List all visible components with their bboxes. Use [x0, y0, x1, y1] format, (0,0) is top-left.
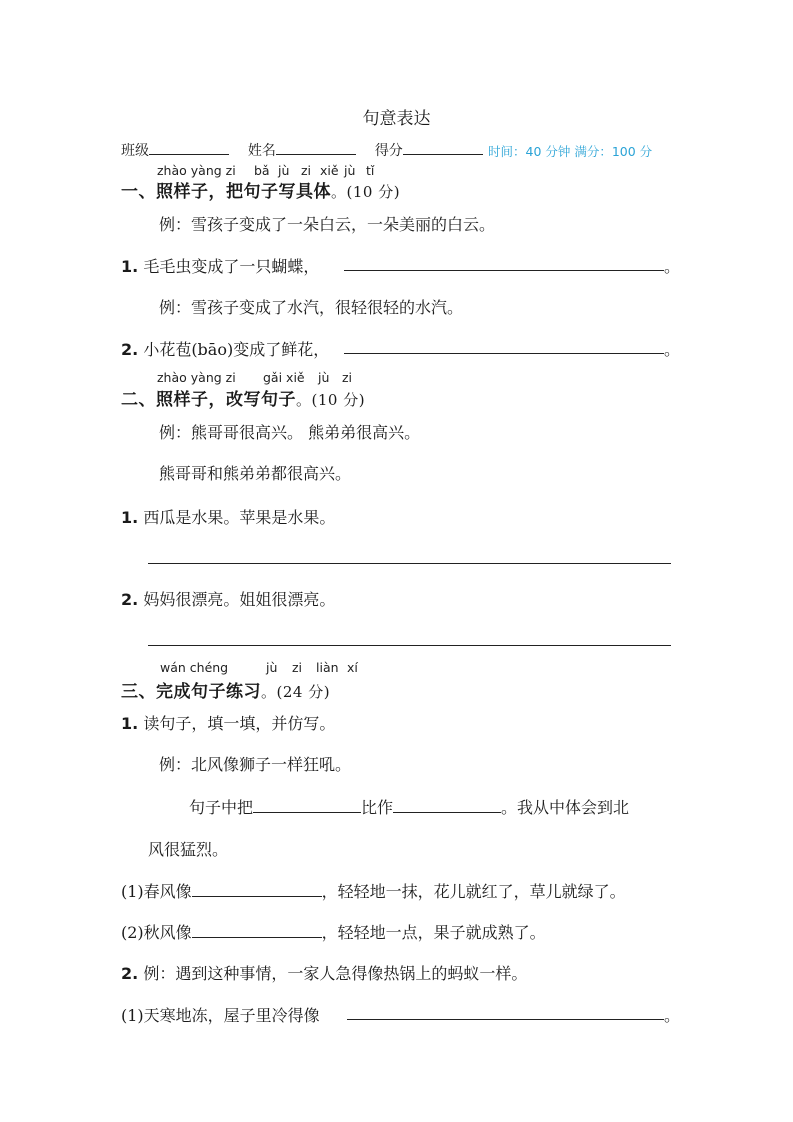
section3-points: 。(24 分): [261, 683, 331, 701]
section1-example2: 例：雪孩子变成了水汽，很轻很轻的水汽。: [159, 298, 464, 317]
fill-blank-2[interactable]: [393, 796, 501, 813]
section2-points: 。(10 分): [296, 391, 366, 409]
name-label: 姓名: [247, 143, 276, 159]
sub1-text-a: (1)春风像: [121, 882, 192, 901]
section3-q1-example: 例：北风像狮子一样狂吼。: [159, 755, 352, 774]
section1-heading: [121, 177, 400, 202]
section3-q2-sub1-blank[interactable]: [347, 1003, 664, 1020]
section3-q1-fill: [189, 795, 629, 818]
fill-blank-1[interactable]: [253, 796, 361, 813]
section2-pinyin-gaixie: gǎi xiě: [263, 370, 305, 385]
section2-q1-answer-line[interactable]: [148, 563, 671, 564]
section2-q2: [121, 587, 335, 610]
class-label: 班级: [121, 143, 149, 159]
section1-q2-number: 2.: [121, 340, 139, 359]
class-blank[interactable]: [149, 140, 229, 155]
section3-q1-sub1: [121, 879, 626, 902]
sub2-text-b: ，轻轻地一点，果子就成熟了。: [321, 923, 546, 942]
section1-q2-answer-line[interactable]: [344, 337, 664, 354]
section3-pinyin-zi: zi: [292, 660, 303, 675]
page-title: 句意表达: [362, 109, 431, 129]
fill-text-c: 。我从中体会到北: [501, 798, 630, 817]
fill-text-a: 句子中把: [189, 798, 254, 817]
section2-q2-answer-line[interactable]: [148, 645, 671, 646]
score-blank[interactable]: [403, 140, 483, 155]
section2-q2-text: 妈妈很漂亮。姐姐很漂亮。: [143, 590, 336, 609]
section2-title: 二、照样子，改写句子: [121, 390, 296, 410]
sub2-text-a: (2)秋风像: [121, 923, 192, 942]
section3-q2: [121, 961, 527, 984]
name-blank[interactable]: [276, 140, 356, 155]
section3-pinyin-lian: liàn: [316, 660, 339, 675]
section1-pinyin-ju2: jù: [344, 163, 356, 178]
section3-q2-sub1-end: 。: [664, 1006, 681, 1025]
section2-pinyin-zhaoyangzi: zhào yàng zi: [157, 370, 236, 385]
section3-q1-text: 读句子，填一填，并仿写。: [143, 714, 336, 733]
header-info-row: [121, 140, 483, 160]
section3-pinyin-xi: xí: [347, 660, 358, 675]
section1-pinyin-ba: bǎ: [254, 163, 270, 178]
section1-pinyin-ju: jù: [278, 163, 290, 178]
section3-heading: [121, 677, 330, 702]
section1-q1-end: 。: [664, 257, 681, 276]
section2-q2-number: 2.: [121, 590, 139, 609]
fill-text-b: 比作: [361, 798, 394, 817]
section1-q2-text: 小花苞(bāo)变成了鲜花，: [143, 340, 330, 359]
section1-q1-answer-line[interactable]: [344, 254, 664, 271]
section1-points: 。(10 分): [331, 183, 401, 201]
sub1-blank[interactable]: [192, 880, 322, 897]
section2-pinyin-ju: jù: [318, 370, 330, 385]
section2-pinyin-zi: zi: [342, 370, 353, 385]
time-info: 时间：40 分钟 满分：100 分: [488, 144, 653, 159]
section3-pinyin-wancheng: wán chéng: [160, 660, 229, 675]
section1-pinyin-ti: tǐ: [366, 163, 375, 178]
sub2-blank[interactable]: [192, 921, 322, 938]
section1-q1-number: 1.: [121, 257, 139, 276]
section3-q1-fill-continued: 风很猛烈。: [148, 840, 229, 859]
section2-heading: [121, 385, 365, 410]
section2-q1: [121, 505, 335, 528]
section3-q1-sub2: [121, 920, 546, 943]
section3-pinyin-ju: jù: [266, 660, 278, 675]
section1-q2: [121, 337, 329, 360]
section1-q1-text: 毛毛虫变成了一只蝴蝶，: [143, 257, 320, 276]
section1-q1: [121, 254, 319, 277]
section1-pinyin-zhaoyangzi: zhào yàng zi: [157, 163, 236, 178]
section3-q2-number: 2.: [121, 964, 139, 983]
section1-title: 一、照样子，把句子写具体: [121, 182, 331, 202]
section2-example-line2: 熊哥哥和熊弟弟都很高兴。: [159, 464, 352, 483]
section2-q1-text: 西瓜是水果。苹果是水果。: [143, 508, 336, 527]
section3-title: 三、完成句子练习: [121, 682, 261, 702]
section3-q1: [121, 711, 335, 734]
section1-pinyin-xie: xiě: [320, 163, 339, 178]
section1-q2-end: 。: [664, 340, 681, 359]
sub1-text-b: ，轻轻地一抹，花儿就红了，草儿就绿了。: [321, 882, 626, 901]
section3-q2-example: 例：遇到这种事情，一家人急得像热锅上的蚂蚁一样。: [143, 964, 528, 983]
section3-q2-sub1: [121, 1003, 320, 1026]
section3-q1-number: 1.: [121, 714, 139, 733]
section1-example1: 例：雪孩子变成了一朵白云，一朵美丽的白云。: [159, 215, 496, 234]
q2-sub1-text: (1)天寒地冻，屋子里冷得像: [121, 1006, 320, 1025]
score-label: 得分: [374, 143, 403, 159]
section1-pinyin-zi: zi: [301, 163, 312, 178]
section2-q1-number: 1.: [121, 508, 139, 527]
section2-example-line1: 例：熊哥哥很高兴。 熊弟弟很高兴。: [159, 423, 421, 442]
